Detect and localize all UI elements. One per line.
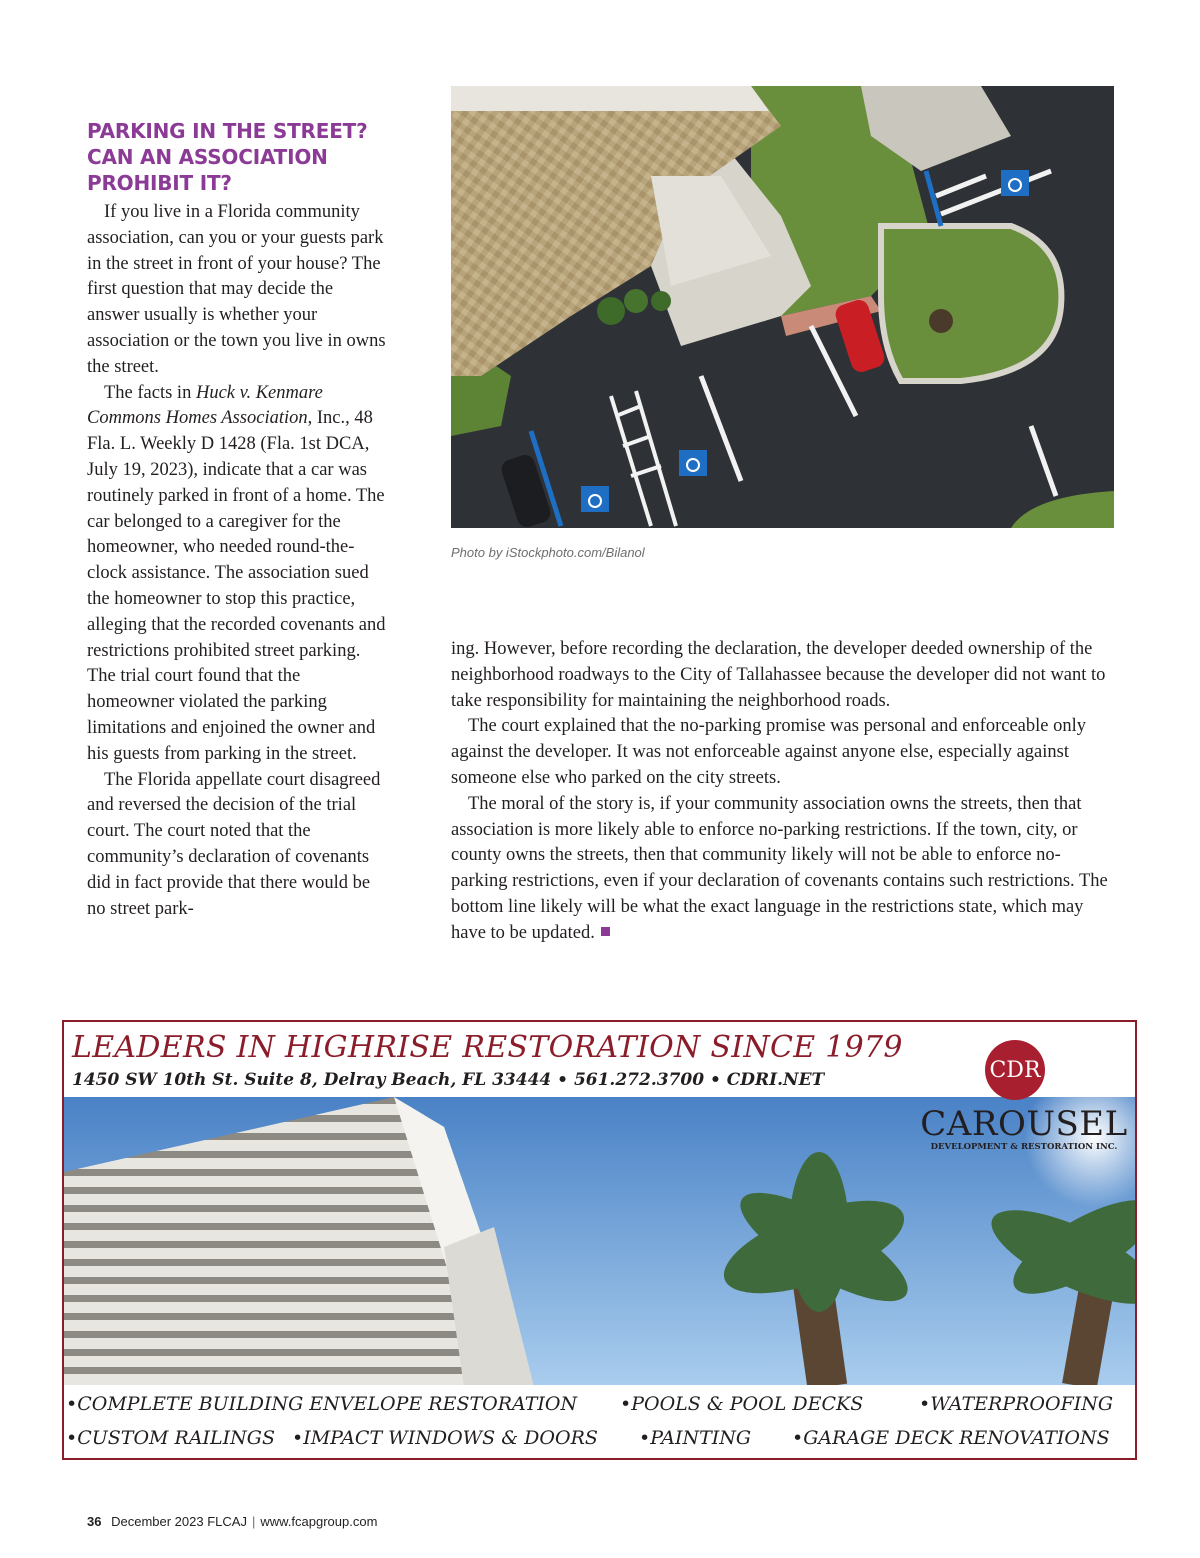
article-headline: PARKING IN THE STREET? CAN AN ASSOCIATION PROHIBIT IT?	[87, 119, 368, 195]
issue-date: December 2023	[111, 1514, 204, 1529]
ad-title: LEADERS IN HIGHRISE RESTORATION SINCE 1979	[72, 1030, 903, 1065]
aerial-parking-photo	[451, 86, 1114, 528]
closing-paragraph-text: The moral of the story is, if your community association owns the streets, then that association is more likely able to enforce no-parking restrictions. If the town, city, or county owns the streets, then that community likely will not be able to enforce no-parking restrictions, even if your declaration of covenants contains such restrictions. The bottom line likely will be what the exact language in the restrictions state, which may have to be updated.	[451, 793, 1108, 943]
footer-separator: |	[251, 1514, 256, 1529]
service-item: •IMPACT WINDOWS & DOORS	[292, 1427, 598, 1449]
service-item: •POOLS & POOL DECKS	[620, 1393, 864, 1415]
article-paragraph: ing. However, before recording the declaration, the developer deeded ownership of the neighborhood roadways to the City of Tallahassee because the developer did not want to take responsibility for maintaining the neighborhood roads.	[451, 639, 1106, 711]
service-item: •CUSTOM RAILINGS	[66, 1427, 275, 1449]
service-item: •PAINTING	[639, 1427, 752, 1449]
article-paragraph: The Florida appellate court disagreed and reversed the decision of the trial court. The court noted that the community’s declaration of covenants did in fact provide that there would be no street park-	[87, 769, 381, 919]
case-name: Huck v. Kenmare Commons Homes Association	[87, 382, 323, 429]
magazine-name: FLCAJ	[207, 1514, 247, 1529]
case-intro: The facts in	[104, 382, 196, 403]
ad-services	[64, 1385, 1135, 1460]
website-link[interactable]: www.fcapgroup.com	[260, 1514, 378, 1529]
article-right-column	[451, 637, 1116, 947]
page-footer	[87, 1514, 377, 1529]
article-left-column	[87, 200, 387, 922]
service-item: •COMPLETE BUILDING ENVELOPE RESTORATION	[66, 1393, 578, 1415]
ad-address: 1450 SW 10th St. Suite 8, Delray Beach, FL 33444 • 561.272.3700 • CDRI.NET	[72, 1070, 825, 1090]
service-item: •WATERPROOFING	[919, 1393, 1114, 1415]
carousel-logo	[919, 1032, 1129, 1152]
end-of-article-mark	[601, 927, 610, 936]
service-item: •GARAGE DECK RENOVATIONS	[792, 1427, 1110, 1449]
article-paragraph: If you live in a Florida community association, can you or your guests park in the street in front of your house? The first question that may decide the answer usually is whether your association or the town you live in owns the street.	[87, 202, 386, 377]
logo-subtitle: DEVELOPMENT & RESTORATION INC.	[930, 1142, 1118, 1152]
case-details: , Inc., 48 Fla. L. Weekly D 1428 (Fla. 1st DCA, July 19, 2023), indicate that a car was routinely parked in front of a home. The car belonged to a caregiver for the homeowner, who needed round-the-clock assistance. The association sued the homeowner to stop this practice, alleging that the recorded covenants and restrictions prohibited street parking. The trial court found that the homeowner violated the parking limitations and enjoined the owner and his guests from parking in the street.	[87, 408, 386, 764]
article-paragraph	[451, 792, 1116, 947]
logo-name: CAROUSEL	[920, 1104, 1128, 1144]
page-number: 36	[87, 1514, 102, 1529]
photo-caption: Photo by iStockphoto.com/Bilanol	[451, 545, 645, 560]
article-paragraph	[87, 381, 387, 768]
cdr-badge: CDR	[985, 1040, 1045, 1100]
article-paragraph: The court explained that the no-parking promise was personal and enforceable only against the developer. It was not enforceable against anyone else, especially against someone else who parked on the city streets.	[451, 716, 1086, 788]
carousel-advertisement[interactable]	[62, 1020, 1137, 1460]
